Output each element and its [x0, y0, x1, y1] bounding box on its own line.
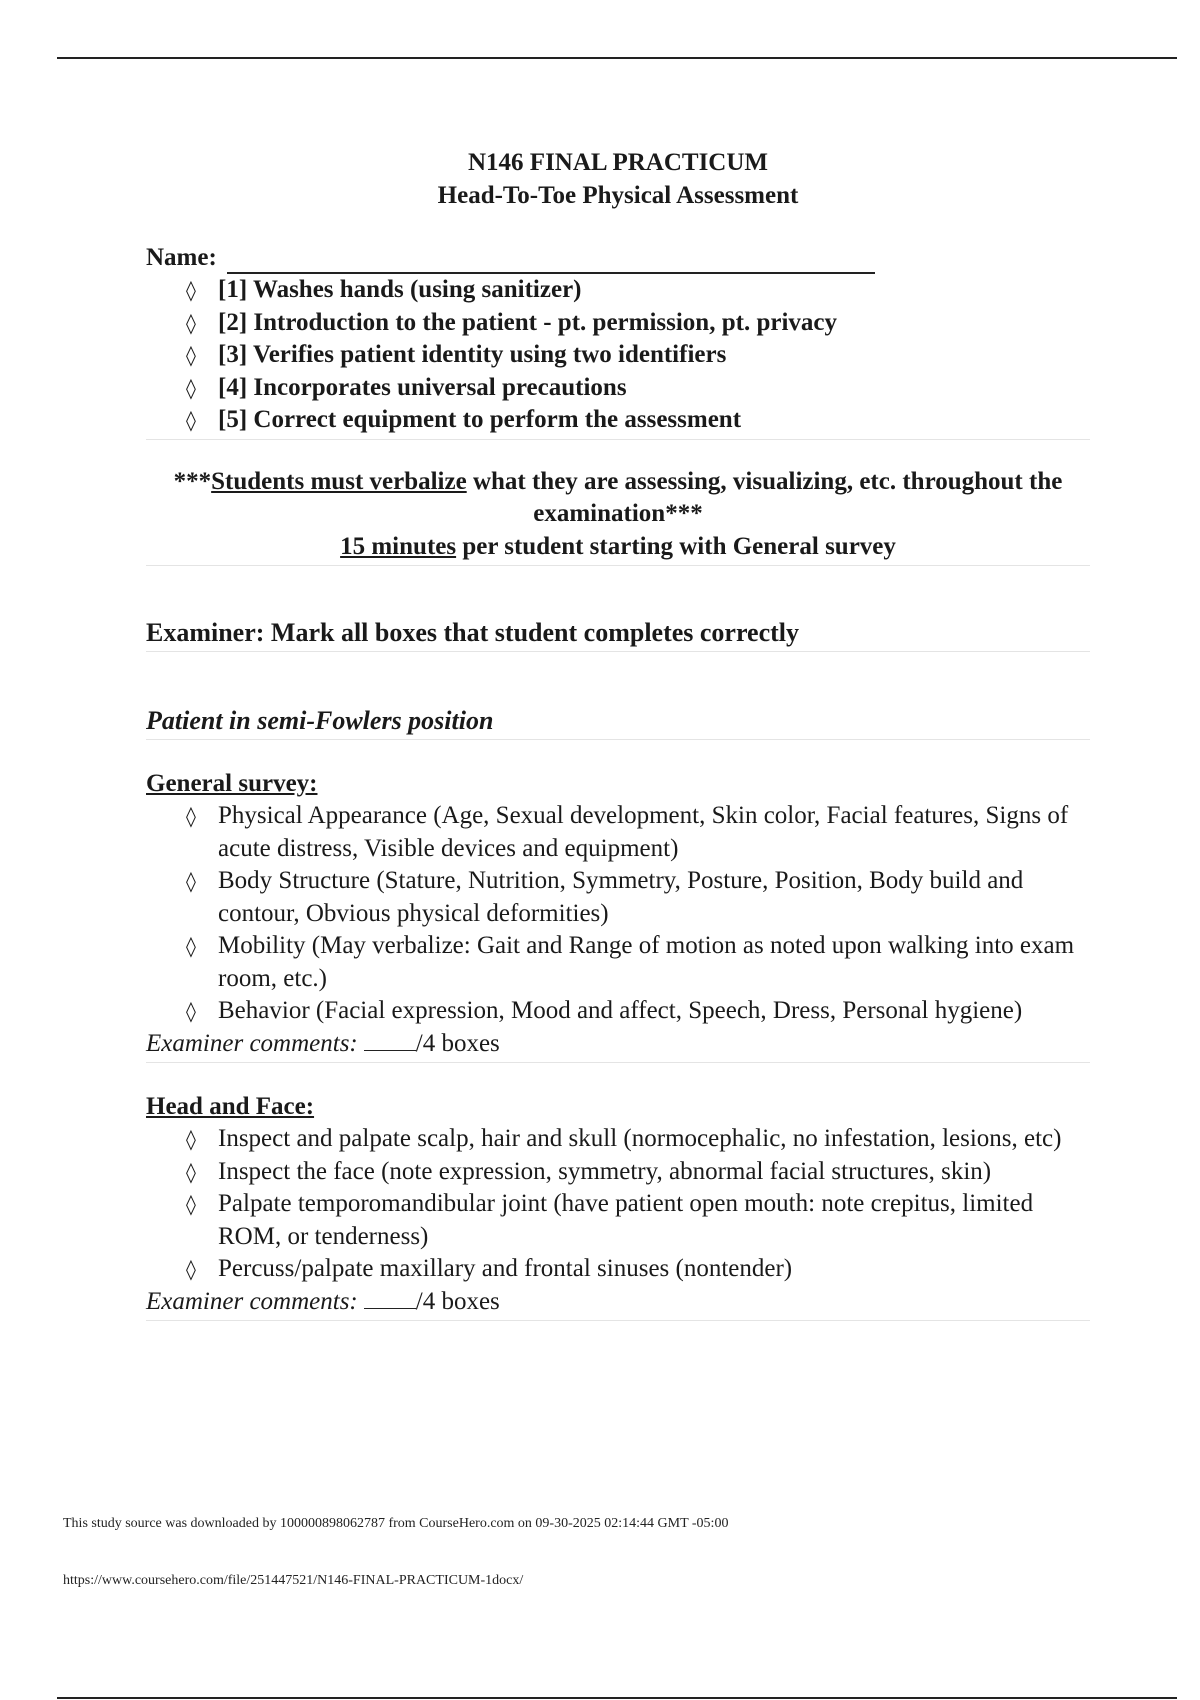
- score-total: /4 boxes: [415, 1287, 500, 1315]
- name-blank-line[interactable]: [227, 248, 875, 274]
- divider: [146, 565, 1090, 566]
- score-total: /4 boxes: [415, 1029, 500, 1057]
- list-item: ◊ [1] Washes hands (using sanitizer): [186, 274, 1090, 307]
- verbalize-notice: ***Students must verbalize what they are assessing, visualizing, etc. throughout the examination*** 15 minutes per student starting with General survey: [173, 467, 1063, 560]
- section-title: Head and Face:: [146, 1093, 315, 1120]
- diamond-checkbox-icon[interactable]: ◊: [186, 1257, 196, 1281]
- diamond-bullet-icon: ◊: [186, 310, 196, 335]
- diamond-bullet-icon: ◊: [186, 343, 196, 367]
- section-general-survey: [146, 768, 1090, 1063]
- diamond-checkbox-icon[interactable]: ◊: [186, 804, 196, 828]
- section-head-and-face: [146, 1091, 1090, 1321]
- list-item: ◊ [5] Correct equipment to perform the assessment: [186, 404, 1090, 437]
- list-item[interactable]: ◊ Mobility (May verbalize: Gait and Range of motion as noted upon walking into exam room, etc.): [186, 932, 1075, 992]
- page-bottom-rule: [57, 1697, 1177, 1699]
- list-item: ◊ [2] Introduction to the patient - pt. permission, pt. privacy: [186, 307, 1090, 340]
- diamond-bullet-icon: ◊: [186, 375, 196, 400]
- examiner-comments: [146, 1286, 1090, 1319]
- diamond-bullet-icon: ◊: [186, 408, 196, 432]
- list-item[interactable]: ◊ Physical Appearance (Age, Sexual development, Skin color, Facial features, Signs of acute distress, Visible devices and equipment): [186, 802, 1069, 862]
- section-checklist: [146, 800, 1090, 1028]
- comments-label: Examiner comments:: [146, 1029, 358, 1057]
- divider: [146, 1320, 1090, 1321]
- divider: [146, 439, 1090, 440]
- patient-position-heading: Patient in semi-Fowlers position: [146, 706, 494, 735]
- diamond-checkbox-icon[interactable]: ◊: [186, 1159, 196, 1184]
- diamond-bullet-icon: ◊: [186, 278, 196, 302]
- list-item[interactable]: ◊ Inspect and palpate scalp, hair and skull (normocephalic, no infestation, lesions, etc): [186, 1123, 1090, 1156]
- diamond-checkbox-icon[interactable]: ◊: [186, 999, 196, 1023]
- name-label: Name:: [146, 244, 217, 271]
- source-url[interactable]: https://www.coursehero.com/file/251447521/N146-FINAL-PRACTICUM-1docx/: [63, 1573, 524, 1588]
- score-blank[interactable]: [364, 1030, 416, 1051]
- section-checklist: [146, 1123, 1090, 1286]
- divider: [146, 651, 1090, 652]
- diamond-checkbox-icon[interactable]: ◊: [186, 869, 196, 893]
- comments-label: Examiner comments:: [146, 1287, 358, 1315]
- list-item: ◊ [3] Verifies patient identity using two identifiers: [186, 339, 1090, 372]
- section-title: General survey:: [146, 770, 318, 797]
- divider: [146, 739, 1090, 740]
- list-item[interactable]: ◊ Body Structure (Stature, Nutrition, Symmetry, Posture, Position, Body build and contour, Obvious physical deformities): [186, 867, 1024, 927]
- intro-checklist: [146, 274, 1090, 437]
- divider: [146, 1062, 1090, 1063]
- name-field: [146, 242, 1090, 274]
- diamond-checkbox-icon[interactable]: ◊: [186, 934, 196, 958]
- download-note: This study source was downloaded by 100000898062787 from CourseHero.com on 09-30-2025 02:14:44 GMT -05:00: [63, 1516, 729, 1531]
- list-item: ◊ [4] Incorporates universal precautions: [186, 372, 1090, 405]
- score-blank[interactable]: [364, 1288, 416, 1309]
- list-item[interactable]: ◊ Percuss/palpate maxillary and frontal sinuses (nontender): [186, 1253, 1090, 1286]
- document-body: [146, 146, 1090, 1321]
- diamond-checkbox-icon[interactable]: ◊: [186, 1192, 196, 1216]
- list-item[interactable]: ◊ Palpate temporomandibular joint (have patient open mouth: note crepitus, limited ROM, or tenderness): [186, 1190, 1034, 1250]
- examiner-instructions: Examiner: Mark all boxes that student completes correctly: [146, 618, 800, 647]
- diamond-checkbox-icon[interactable]: ◊: [186, 1127, 196, 1151]
- list-item[interactable]: ◊ Inspect the face (note expression, symmetry, abnormal facial structures, skin): [186, 1156, 1090, 1189]
- list-item[interactable]: ◊ Behavior (Facial expression, Mood and affect, Speech, Dress, Personal hygiene): [186, 995, 1090, 1028]
- examiner-comments: [146, 1028, 1090, 1061]
- document-subtitle: Head-To-Toe Physical Assessment: [437, 182, 799, 209]
- document-title: N146 FINAL PRACTICUM: [468, 149, 768, 176]
- page-top-rule: [57, 57, 1177, 59]
